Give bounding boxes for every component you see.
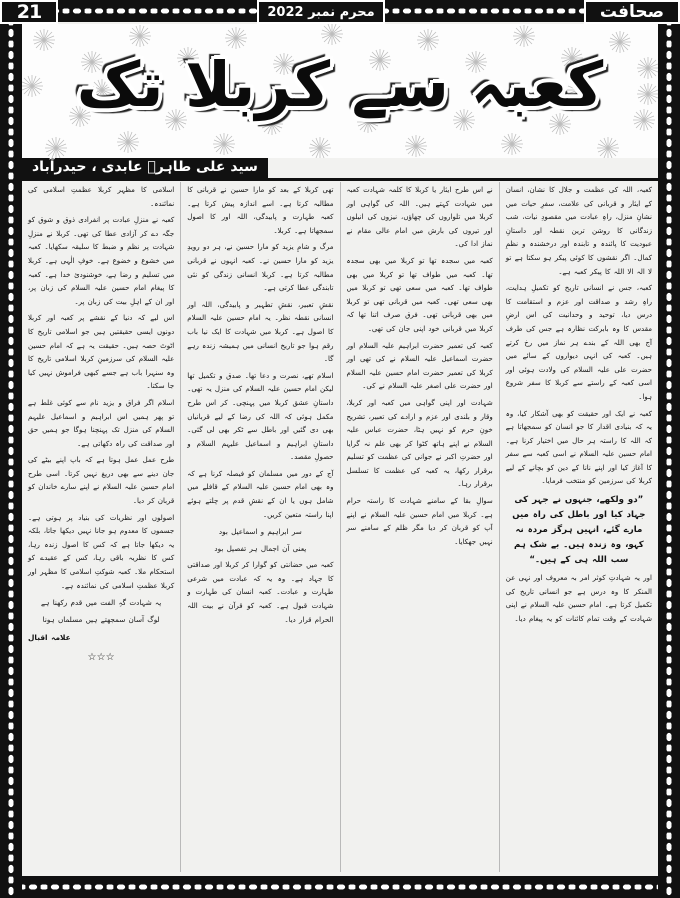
page-number: 21: [0, 0, 58, 24]
chain-border-bottom: [0, 876, 680, 898]
verse-line: سر ابراہیم و اسماعیل بود: [218, 527, 302, 537]
text-column: [500, 182, 658, 872]
masthead: [0, 0, 680, 24]
body-paragraph: کعبہ، جس نے انسانی تاریخ کو تکمیلِ ہدایت، راہِ رشد و صداقت اور عزم و استقامت کا درس دیا، توحید و وحدانیت کی اس ارضِ مقدس کا وہ بابرکت نظارہ ہے جس کی طرف آج بھی اللہ کے بندے ہر نماز میں رخ کرتے ہیں۔ کعبہ کی انہی دیواروں کے سائے میں حضرت علی علیہ السلام کی ولادت ہوئی اور اسی کعبہ کے راستے سے کربلا کا سفر شروع ہوا۔: [505, 284, 652, 401]
body-paragraph: تھی کربلا کے بعد کو مارا حسین نے قربانی کا مطالبہ کرتا ہے۔ اسے اندازہ پیش کرتا ہے۔ کعبہ طہارت و پابیدگی، اللہ اور کا اصول سمجھاتا ہے۔ کربلا۔: [187, 186, 334, 235]
body-paragraph: آج کے دور میں مسلمان کو فیصلہ کرنا ہے کہ وہ بھی امام حسین علیہ السلام کے قافلے میں شامل ہوں یا ان کے نقشِ قدم پر چلتے ہوئے اپنا راستہ متعین کریں۔: [187, 469, 334, 519]
body-paragraph: اور یہ شہادتِ کوثر امر بہ معروف اور نہی عن المنکر کا وہ درس ہے جو انسانی تاریخ کی تکمیل کرتا ہے۔ امام حسین علیہ السلام نے اپنی شہادت کے وقت تمام کائنات کو یہ پیغام دیا۔: [505, 574, 652, 623]
text-column: [22, 182, 181, 872]
body-paragraph: اسلامی کا مظہر کربلا عظمتِ اسلامی کی نمائندہ۔: [28, 186, 175, 208]
body-paragraph: کعبہ میں حضانتی کو گوارا کر کربلا اور صداقتی کا جہاد ہے۔ وہ یہ کہ عبادت میں شرعی طہارت و عبادت۔ کعبہ انسان کی طہارت و شہادت قبول ہے۔ کعبہ کو قرآن نے بیت اللہ الحرام قرار دیا۔: [187, 561, 334, 624]
article-headline: کعبہ سے کربلا تک: [76, 47, 604, 121]
body-paragraph: کعبہ نے ایک اور حقیقت کو بھی آشکار کیا، وہ یہ کہ بنیادی اقدار کا جو انسان کو سمجھاتا ہے کہ اللہ کا راستہ ہر حال میں اختیار کرنا ہے۔ امام حسین علیہ السلام نے اسی کعبہ سے سفر کا آغاز کیا اور اپنے نانا کے دین کو بچانے کے لیے کربلا کی سرزمین کو منتخب فرمایا۔: [505, 409, 652, 486]
star-divider: ☆☆☆: [87, 651, 115, 663]
text-column: [341, 182, 500, 872]
article-byline: سید علی طاہرؔ عابدی ، حیدرآباد: [22, 158, 268, 178]
body-paragraph: اسلام اگر فراق و یزید نام سے کوئی غلط ہے تو پھر ہمیں اس ابراہیم و اسماعیل علیہم السلام کی منزل تک پہنچنا ہوگا جو ہمیں حق اور صداقت کی راہ دکھاتی ہے۔: [28, 398, 175, 448]
poem-attribution: علامہ اقبال: [28, 633, 71, 643]
body-paragraph: کعبہ کی تعمیر حضرت ابراہیم علیہ السلام اور حضرت اسماعیل علیہ السلام نے کی تھی اور کربلا کی تعمیر حضرت امام حسین علیہ السلام اور حضرت علی اصغر علیہ السلام نے کی۔: [346, 341, 493, 391]
verse-line: یعنی آن اجمال ہر تفصیل بود: [214, 544, 307, 554]
body-paragraph: نقشِ تعبیر، نقشِ تطہیر و پابیدگی، اللہ اور انسانی نقطہ نظر۔ یہ امام حسین علیہ السلام کا اصول ہے۔ کربلا میں شہادت کا ایک نیا باب رقم ہوا جو تاریخ انسانی میں ہمیشہ زندہ رہے گا۔: [187, 300, 334, 364]
body-paragraph: مرگ و شامِ یزید کو مارا حسین نے، ہر دو رویدِ یزید کو مارا حسین نے۔ کعبہ انہوں نے قربانی مطالبہ کرتا ہے۔ کربلا انسانی زندگی کو نئی تابندگی عطا کرتی ہے۔: [187, 243, 334, 293]
body-paragraph: اصولوں اور نظریات کی بنیاد پر ہوتی ہے۔ جسموں کا معدوم ہو جانا نہیں دیکھا جاتا، بلکہ یہ دیکھا جاتا ہے کہ کس کا اصول زندہ رہا، کس کا نظریہ باقی رہا، کس کے عقیدے کو استحکام ملا۔ کعبہ شوکتِ اسلامی کا مظہر اور کربلا عظمتِ اسلامی کی نمائندہ ہے۔: [28, 513, 175, 590]
body-paragraph: کعبہ، اللہ کی عظمت و جلال کا نشان، انسان کے ایثار و قربانی کی علامت، سفرِ حیات میں نشانِ منزل، راہِ عبادت میں مقصودِ نیات، شب زندگانی کا روشن ترین نقطہ اور داستانِ عبودیت کا پائندہ و تابندہ اور درخشندہ و نظمِ کمال۔ اگر نقشوں کا کوئی پیکر ہو سکتا ہے تو لا الہ الا اللہ کا پیکر کعبہ ہے۔: [505, 186, 652, 276]
publication-brand: صحافت: [584, 0, 680, 24]
article-body: [22, 182, 658, 872]
issue-label: محرم نمبر 2022: [257, 0, 384, 24]
chain-border-left: [0, 0, 22, 898]
byline-rule: [22, 178, 658, 181]
byline-row: [22, 158, 658, 178]
body-paragraph: کعبہ میں سجدہ تھا تو کربلا میں بھی سجدہ تھا۔ کعبہ میں طواف تھا تو کربلا میں بھی طواف تھا۔ کعبہ میں سعی تھی تو کربلا میں بھی سعی تھی۔ کعبہ میں قربانی تھی تو کربلا میں بھی قربانی تھی۔ فرق صرف اتنا تھا کہ کربلا میں قربانی خود اپنی جان کی تھی۔: [346, 256, 493, 333]
verse-line: یہ شہادت گہِ الفت میں قدم رکھنا ہے: [41, 598, 162, 608]
body-paragraph: اس لیے کہ دنیا کے نقشے پر کعبہ اور کربلا دونوں ایسی حقیقتیں ہیں جو اسلامی تاریخ کا اٹوٹ حصہ ہیں۔ حقیقت یہ ہے کہ امام حسین علیہ السلام کی سرزمینِ کربلا اسلامی تاریخ کا وہ سنہرا باب ہے جسے کبھی فراموش نہیں کیا جا سکتا۔: [28, 314, 175, 391]
chain-border-right: [658, 0, 680, 898]
body-paragraph: نے اس طرح ایثار یا کربلا کا کلمہ شہادت کعبہ میں شہادت کہتے ہیں۔ اللہ کی گواہی اور کربلا میں تلواروں کی چھاؤں، نیزوں کی انیلوں اور تیروں کی بارش میں امام عالی مقام نے نماز ادا کی۔: [346, 186, 493, 249]
body-paragraph: سوالِ بقا کے سامنے شہادت کا راستہ حرام ہے۔ کربلا میں امام حسین علیہ السلام نے اپنے آپ کو قربان کر دیا مگر ظلم کے سامنے سر نہیں جھکایا۔: [346, 497, 493, 546]
body-paragraph: طرح عمل عمل ہوتا ہے کہ باپ اپنے بیٹے کی جان دینے سے بھی دریغ نہیں کرتا۔ اسی طرح امام حسین علیہ السلام نے اپنے سارے خاندان کو قربان کر دیا۔: [28, 456, 175, 506]
title-banner: [22, 24, 658, 158]
body-paragraph: اسلام تھے، نصرت و دعا تھا۔ صدق و تکمیل تھا لیکن امام حسین علیہ السلام کی منزل یہ تھی۔ داستانِ عشق کربلا میں پہنچی۔ کر اس طرح مکمل ہوئی کہ اللہ کی رضا کے لیے قربانیاں بھی دی گئیں اور باطل سے ٹکر بھی لی گئی۔ داستانِ ابراہیم و اسماعیل علیہم السلام و حصولِ مقصد۔: [187, 371, 334, 462]
masthead-spacer-right: [385, 0, 584, 24]
body-paragraph: کعبہ نے منزلِ عبادت پر انفرادی ذوق و شوق کو جگہ دے کر آزادی عطا کی تھی۔ کربلا نے منزلِ شہادت پر نظم و ضبط کا سلیقہ سکھایا۔ کعبہ میں خشوع و خضوع ہے۔ خوفِ الٰہی ہے۔ کربلا میں تسلیم و رضا ہے، خوشنودیٔ خدا ہے۔ کعبہ کا پیغام امام حسین علیہ السلام کی زبان پر، اور ان کے اہلِ بیت کی زبان پر۔: [28, 216, 175, 306]
verse-line: لوگ آسان سمجھتے ہیں مسلماں ہونا: [42, 615, 160, 625]
body-paragraph: شہادت اور اپنی گواہی میں کعبہ اور کربلا، وقار و بلندی اور عزم و ارادے کی تعبیر، تشریح خونِ حرم کو نہیں ہٹا، حضرت عباس علیہ السلام نے اپنے ہاتھ کٹوا کر بھی علم نہ گرایا اور حضرتِ اکبر نے جوانی کی عظمت کو تسلیم برقرار رکھا، یہ کعبہ کی عظمت کا تسلسل برقرار رہا۔: [346, 398, 493, 489]
masthead-spacer-left: [58, 0, 257, 24]
text-column: [181, 182, 340, 872]
arabic-quote: ”دو ولکھے، جنہوں نے جہر کی جہاد کیا اور باطل کی راہ میں مارے گئے، انہیں ہرگز مردہ نہ کہو، وہ زندہ ہیں۔ بے شک ہم سب اللہ ہی کے ہیں۔“: [512, 495, 646, 566]
